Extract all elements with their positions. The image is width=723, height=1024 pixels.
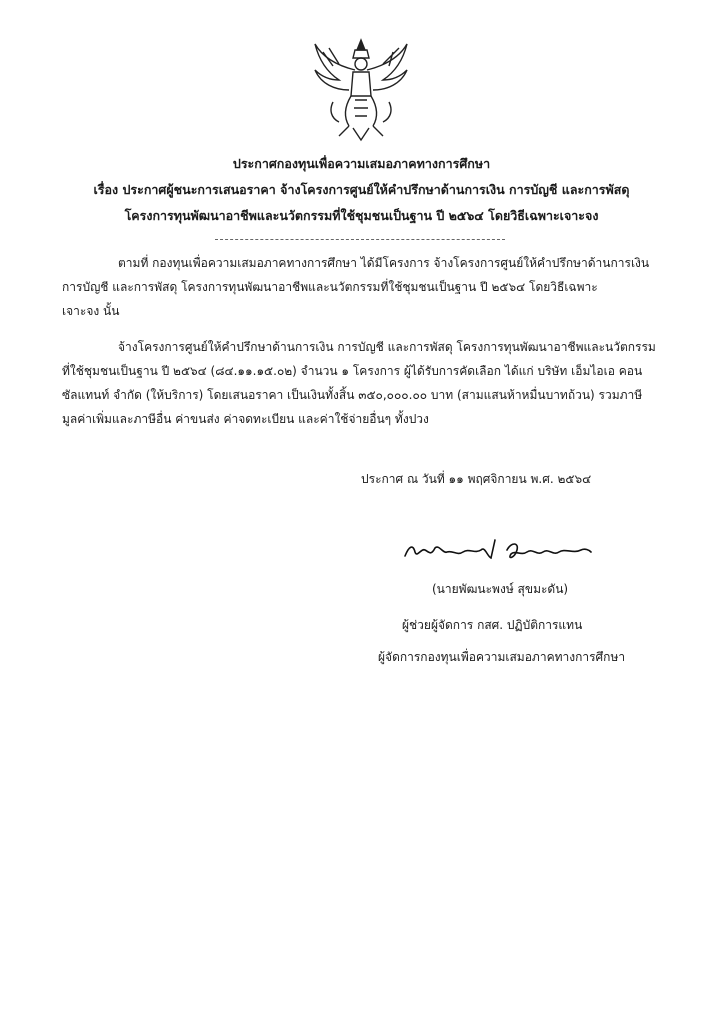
signatory-position-2: ผู้จัดการกองทุนเพื่อความเสมอภาคทางการศึกษา <box>378 650 626 664</box>
paragraph-1-line-3: เจาะจง นั้น <box>62 304 120 318</box>
paragraph-2-line-4: มูลค่าเพิ่มและภาษีอื่น ค่าขนส่ง ค่าจดทะเบียน และค่าใช้จ่ายอื่นๆ ทั้งปวง <box>62 412 429 426</box>
announcement-date: ประกาศ ณ วันที่ ๑๑ พฤศจิกายน พ.ศ. ๒๕๖๔ <box>361 472 592 486</box>
paragraph-2-line-2: ที่ใช้ชุมชนเป็นฐาน ปี ๒๕๖๔ (๘๔.๑๑.๑๕.๐๒) จำนวน ๑ โครงการ ผู้ได้รับการคัดเลือก ได้แก่ บริษัท เอ็มไอเอ คอน <box>62 364 643 378</box>
title-divider <box>215 239 505 240</box>
paragraph-1-line-1: ตามที่ กองทุนเพื่อความเสมอภาคทางการศึกษา ได้มีโครงการ จ้างโครงการศูนย์ให้คำปรึกษาด้านการเงิน <box>118 256 650 270</box>
paragraph-1-line-2: การบัญชี และการพัสดุ โครงการทุนพัฒนาอาชีพและนวัตกรรมที่ใช้ชุมชนเป็นฐาน ปี ๒๕๖๔ โดยวิธีเฉพาะ <box>62 280 598 294</box>
announcement-subject-line2: โครงการทุนพัฒนาอาชีพและนวัตกรรมที่ใช้ชุมชนเป็นฐาน ปี ๒๕๖๔ โดยวิธีเฉพาะเจาะจง <box>124 208 599 223</box>
handwritten-signature <box>403 536 593 566</box>
signatory-name: (นายพัฒนะพงษ์ สุขมะดัน) <box>432 582 569 596</box>
garuda-emblem-icon <box>309 36 413 144</box>
announcement-subject: เรื่อง ประกาศผู้ชนะการเสนอราคา จ้างโครงการศูนย์ให้คำปรึกษาด้านการเงิน การบัญชี และการพัสดุ <box>93 182 630 197</box>
signatory-position-1: ผู้ช่วยผู้จัดการ กสศ. ปฏิบัติการแทน <box>402 618 583 632</box>
announcement-title: ประกาศกองทุนเพื่อความเสมอภาคทางการศึกษา <box>232 156 491 171</box>
paragraph-2-line-3: ซัลแทนท์ จำกัด (ให้บริการ) โดยเสนอราคา เป็นเงินทั้งสิ้น ๓๕๐,๐๐๐.๐๐ บาท (สามแสนห้าหมื่นบาทถ้วน) รวมภาษี <box>62 388 643 402</box>
paragraph-2-line-1: จ้างโครงการศูนย์ให้คำปรึกษาด้านการเงิน การบัญชี และการพัสดุ โครงการทุนพัฒนาอาชีพและนวัตกรรม <box>118 340 656 354</box>
